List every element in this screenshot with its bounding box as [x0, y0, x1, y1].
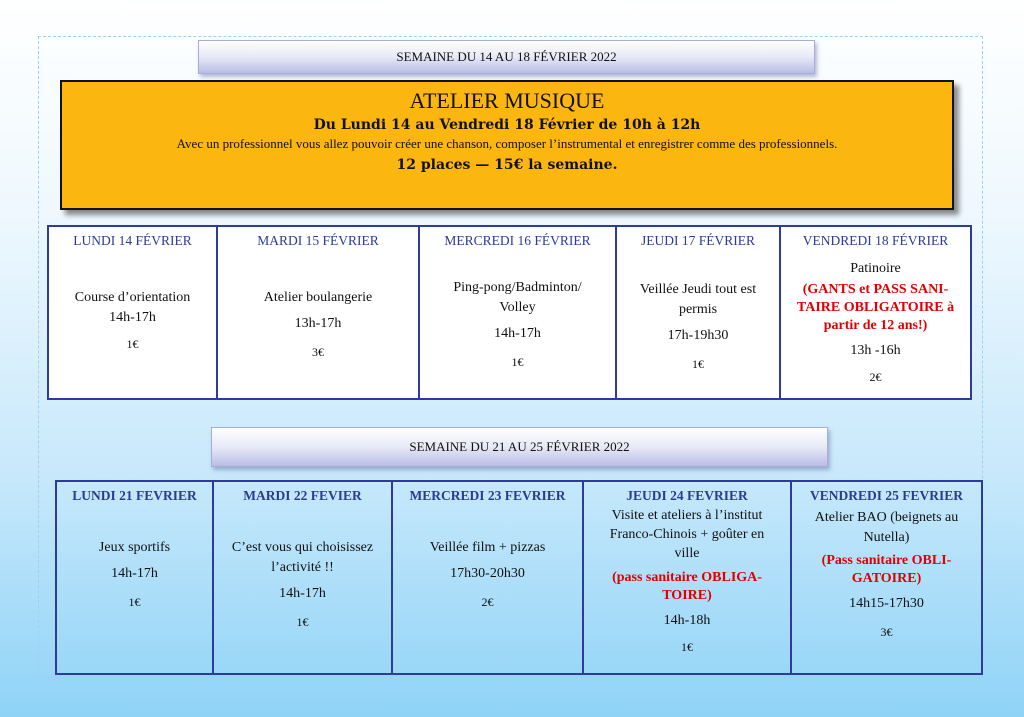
day-header: LUNDI 21 FEVRIER [72, 488, 197, 503]
day-header: MARDI 15 FÉVRIER [257, 233, 379, 248]
week1-banner-text: SEMAINE DU 14 AU 18 FÉVRIER 2022 [396, 49, 617, 64]
day-vendredi-18 [781, 227, 970, 398]
hours: 14h-18h [663, 613, 711, 628]
warning-note-line-2: GATOIRE) [851, 571, 922, 586]
activity-line-1: Atelier BAO (beignets au [814, 510, 959, 525]
warning-note-line-3: partir de 12 ans!) [823, 318, 928, 333]
activity: Course d’orientation [74, 290, 191, 305]
day-header: MERCREDI 23 FEVRIER [409, 488, 566, 503]
day-header: VENDREDI 18 FÉVRIER [802, 233, 949, 248]
price: 1€ [296, 615, 309, 629]
warning-note-line-1: (GANTS et PASS SANI- [802, 282, 949, 297]
day-header: JEUDI 17 FÉVRIER [641, 233, 755, 248]
activity-line-1: Veillée Jeudi tout est [639, 282, 757, 297]
day-lundi-21 [57, 482, 214, 673]
day-header: JEUDI 24 FEVRIER [626, 488, 748, 503]
week2-schedule [55, 480, 983, 675]
activity-line-2: l’activité !! [271, 560, 334, 575]
activity-line-3: ville [674, 546, 700, 561]
activity-line-1: C’est vous qui choisissez [231, 540, 374, 555]
warning-note-line-2: TOIRE) [662, 588, 712, 603]
activity-line-2: Volley [499, 300, 536, 315]
atelier-price: 12 places — 15€ la semaine. [396, 157, 618, 173]
activity-line-2: Franco-Chinois + goûter en [609, 527, 765, 542]
day-mardi-15 [218, 227, 420, 398]
price: 1€ [692, 357, 704, 371]
day-mardi-22 [214, 482, 393, 673]
atelier-description: Avec un professionnel vous allez pouvoir créer une chanson, composer l’instrumental et enregistrer comme des professionnels. [176, 136, 838, 151]
warning-note-line-1: (Pass sanitaire OBLI- [821, 553, 952, 568]
hours: 14h-17h [494, 326, 541, 341]
week1-banner [198, 40, 815, 74]
hours: 14h-17h [279, 586, 326, 601]
atelier-title: ATELIER MUSIQUE [409, 88, 605, 113]
atelier-dates: Du Lundi 14 au Vendredi 18 Février de 10h à 12h [313, 117, 701, 133]
activity: Veillée film + pizzas [429, 540, 546, 555]
hours: 17h30-20h30 [450, 566, 525, 581]
week2-banner-text: SEMAINE DU 21 AU 25 FÉVRIER 2022 [409, 439, 630, 454]
warning-note-line-1: (pass sanitaire OBLIGA- [612, 570, 762, 585]
price: 3€ [880, 625, 893, 639]
day-header: LUNDI 14 FÉVRIER [73, 233, 192, 248]
day-lundi-14 [49, 227, 218, 398]
hours: 14h-17h [111, 566, 158, 581]
hours: 13h -16h [850, 343, 901, 358]
day-jeudi-24 [584, 482, 792, 673]
day-mercredi-16 [420, 227, 617, 398]
day-mercredi-23 [393, 482, 584, 673]
activity: Jeux sportifs [98, 540, 171, 555]
activity-line-2: permis [678, 302, 718, 317]
activity-line-2: Nutella) [863, 530, 910, 545]
day-jeudi-17 [617, 227, 781, 398]
price: 3€ [312, 345, 324, 359]
price: 1€ [128, 595, 141, 609]
price: 2€ [869, 370, 882, 384]
atelier-musique-box [60, 80, 954, 210]
activity: Atelier boulangerie [263, 290, 373, 305]
day-vendredi-25 [792, 482, 981, 673]
week1-schedule [47, 225, 972, 400]
price: 1€ [511, 355, 524, 369]
activity: Patinoire [850, 261, 901, 276]
day-header: MERCREDI 16 FÉVRIER [444, 233, 591, 248]
warning-note-line-2: TAIRE OBLIGATOIRE à [796, 300, 955, 315]
price: 1€ [681, 640, 693, 654]
week2-banner [211, 427, 828, 467]
hours: 14h15-17h30 [849, 596, 924, 611]
hours: 14h-17h [109, 310, 156, 325]
day-header: MARDI 22 FEVIER [243, 488, 362, 503]
price: 1€ [126, 337, 139, 351]
day-header: VENDREDI 25 FEVRIER [809, 488, 963, 503]
hours: 13h-17h [294, 316, 342, 331]
activity-line-1: Ping-pong/Badminton/ [453, 280, 582, 295]
price: 2€ [481, 595, 494, 609]
hours: 17h-19h30 [667, 328, 729, 343]
activity-line-1: Visite et ateliers à l’institut [611, 508, 763, 523]
